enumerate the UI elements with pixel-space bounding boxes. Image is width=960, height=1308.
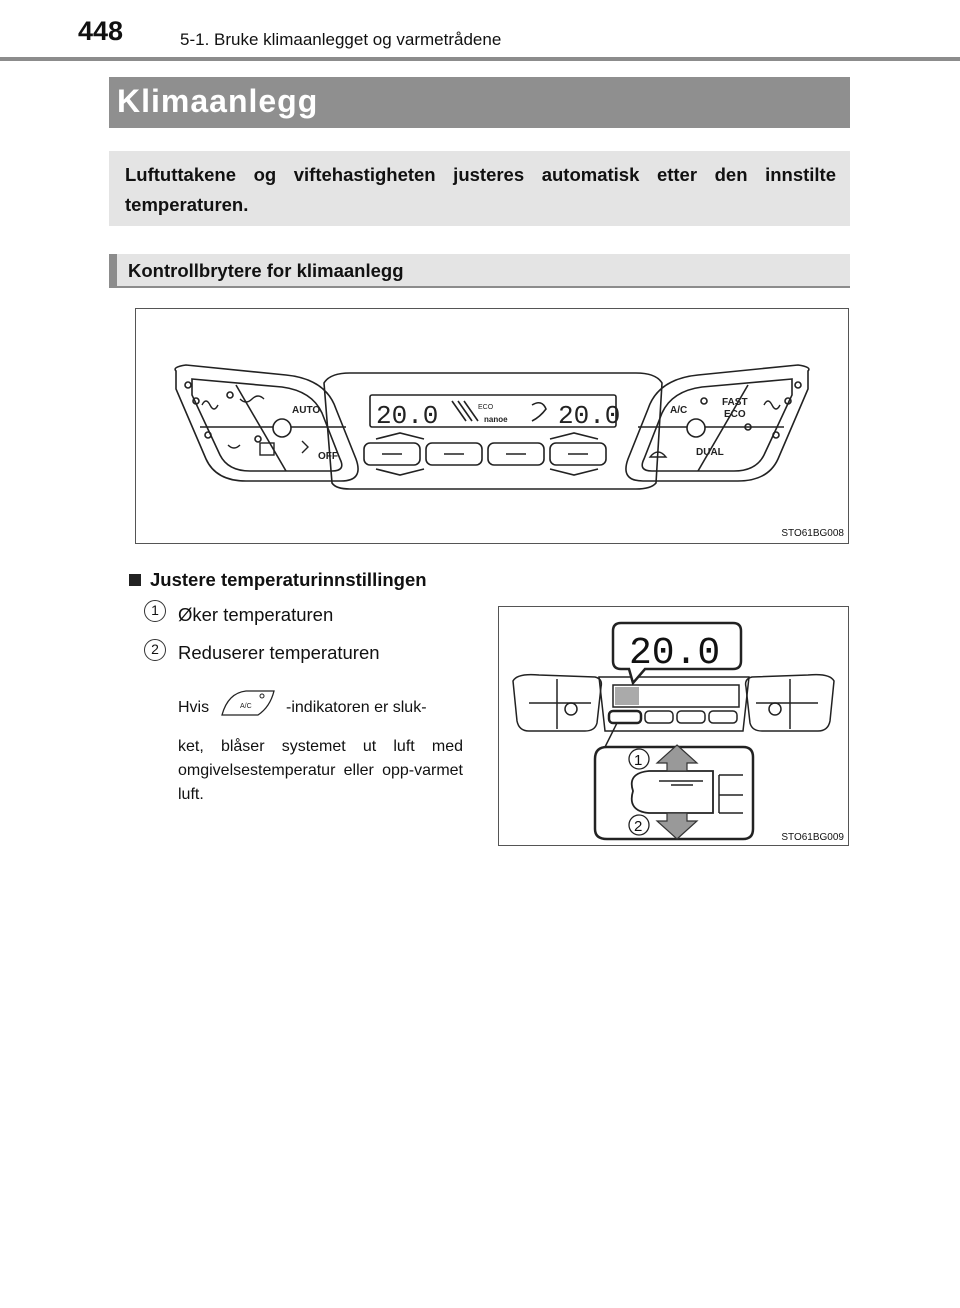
temperature-switch-figure [498,606,849,846]
intro-box [109,151,850,226]
section-heading-text: Kontrollbrytere for klimaanlegg [128,260,404,281]
square-bullet-icon [129,574,141,586]
control-panel-figure [135,308,849,544]
dual-button-label: DUAL [696,447,724,458]
header-divider [0,57,960,61]
control-panel-illustration [136,309,848,543]
figure2-code: STO61BG009 [781,832,844,843]
note-after-icon: -indikatoren er sluk- [286,699,427,717]
section-heading-bar [109,254,117,288]
temperature-switch-illustration [499,607,848,845]
list-number-2: 2 [144,639,166,661]
list-item-2: Reduserer temperaturen [178,642,380,663]
fast-button-label: FAST [722,397,748,408]
off-button-label: OFF [318,451,338,462]
title-banner [109,77,850,128]
ac-button-label: A/C [670,405,688,416]
left-temperature-display: 20.0 [376,401,439,431]
display-temperature: 20.0 [629,632,721,675]
subsection-heading-text: Justere temperaturinnstillingen [150,569,427,590]
nanoe-indicator: nanoe [484,415,508,424]
page-number: 448 [78,16,124,46]
figure1-code: STO61BG008 [781,528,844,539]
intro-text: Luftuttakene og viftehastigheten justeres automatisk etter den innstilte temperaturen. [125,164,836,215]
callout-2: 2 [634,818,643,835]
note-first-line [178,697,463,719]
ac-indicator-icon [218,687,278,719]
callout-1: 1 [634,752,643,769]
page-title: Klimaanlegg [117,83,319,119]
eco-indicator: ECO [478,404,494,411]
note-before-icon: Hvis [178,699,210,717]
list-number-1: 1 [144,600,166,622]
right-temperature-display: 20.0 [558,401,621,431]
subsection-heading [129,569,427,591]
note-text: ket, blåser systemet ut luft med omgivelsestemperatur eller opp-varmet luft. [178,738,463,803]
auto-button-label: AUTO [292,405,321,416]
list-item-1: Øker temperaturen [178,604,334,625]
section-heading [109,254,850,288]
ac-icon-label: A/C [239,703,252,710]
eco-button-label: ECO [724,409,746,420]
running-title: 5-1. Bruke klimaanlegget og varmetrådene [180,30,502,49]
